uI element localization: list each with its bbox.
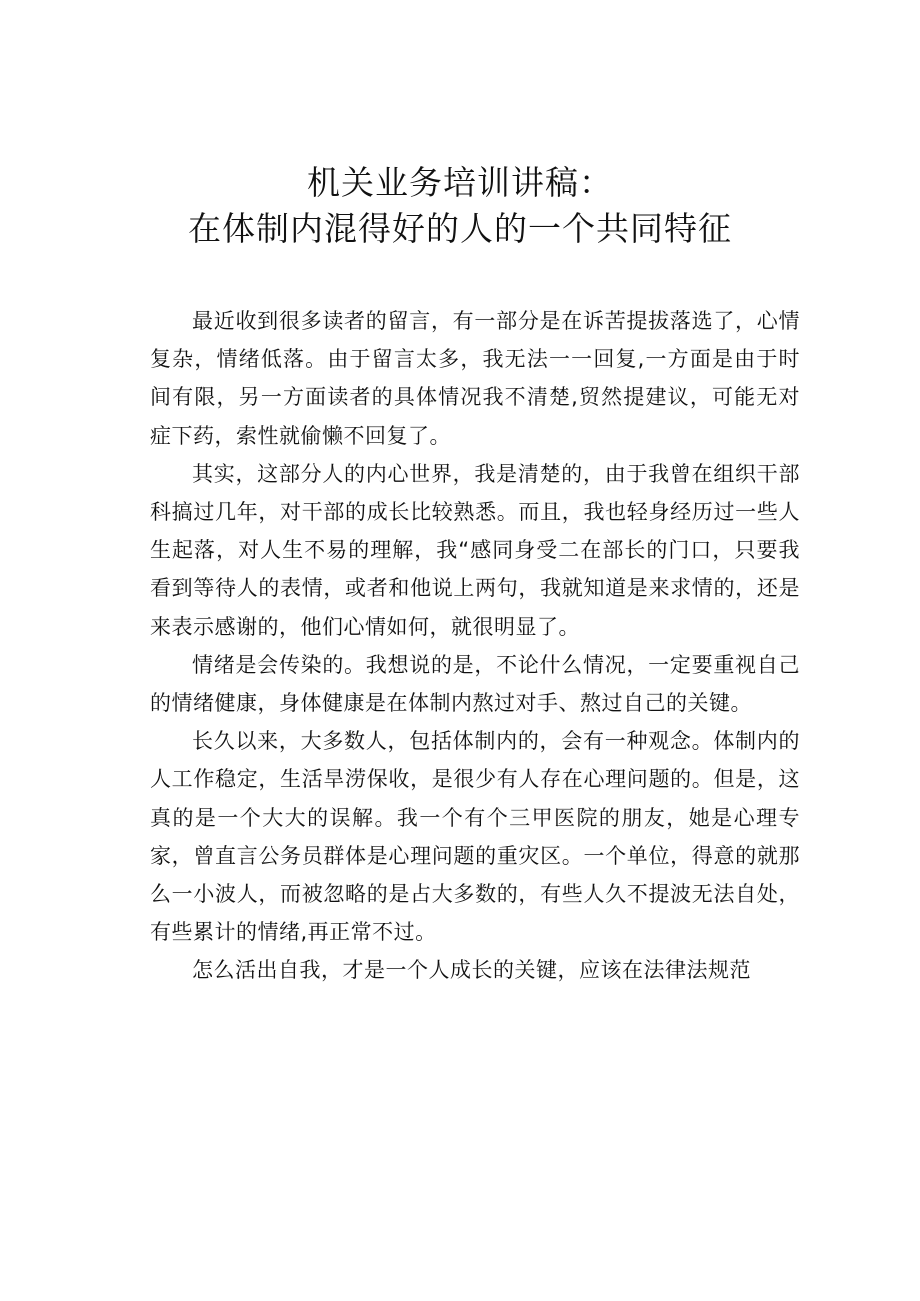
paragraph: 其实，这部分人的内心世界，我是清楚的，由于我曾在组织干部科搞过几年，对干部的成长比较熟悉。而且，我也轻身经历过一些人生起落，对人生不易的理解，我“感同身受二在部长的门口，只要我看到等待人的表情，或者和他说上两句，我就知道是来求情的，还是来表示感谢的，他们心情如何，就很明显了。	[150, 461, 800, 639]
title-line-2: 在体制内混得好的人的一个共同特征	[188, 209, 732, 248]
document-body	[150, 302, 800, 990]
paragraph: 最近收到很多读者的留言，有一部分是在诉苦提拔落选了，心情复杂，情绪低落。由于留言太多，我无法一一回复,一方面是由于时间有限，另一方面读者的具体情况我不清楚,贸然提建议，可能无对症下药，索性就偷懒不回复了。	[150, 309, 800, 448]
paragraph: 情绪是会传染的。我想说的是，不论什么情况，一定要重视自己的情绪健康，身体健康是在体制内熬过对手、熬过自己的关键。	[150, 652, 800, 716]
paragraph: 长久以来，大多数人，包括体制内的，会有一种观念。体制内的人工作稳定，生活旱涝保收，是很少有人存在心理问题的。但是，这真的是一个大大的误解。我一个有个三甲医院的朋友，她是心理专家，曾直言公务员群体是心理问题的重灾区。一个单位，得意的就那么一小波人，而被忽略的是占大多数的，有些人久不提波无法自处，有些累计的情绪,再正常不过。	[150, 729, 800, 945]
title-line-1: 机关业务培训讲稿：	[307, 163, 613, 202]
paragraph: 怎么活出自我，才是一个人成长的关键，应该在法律法规范	[192, 958, 751, 983]
document-title	[0, 160, 920, 252]
